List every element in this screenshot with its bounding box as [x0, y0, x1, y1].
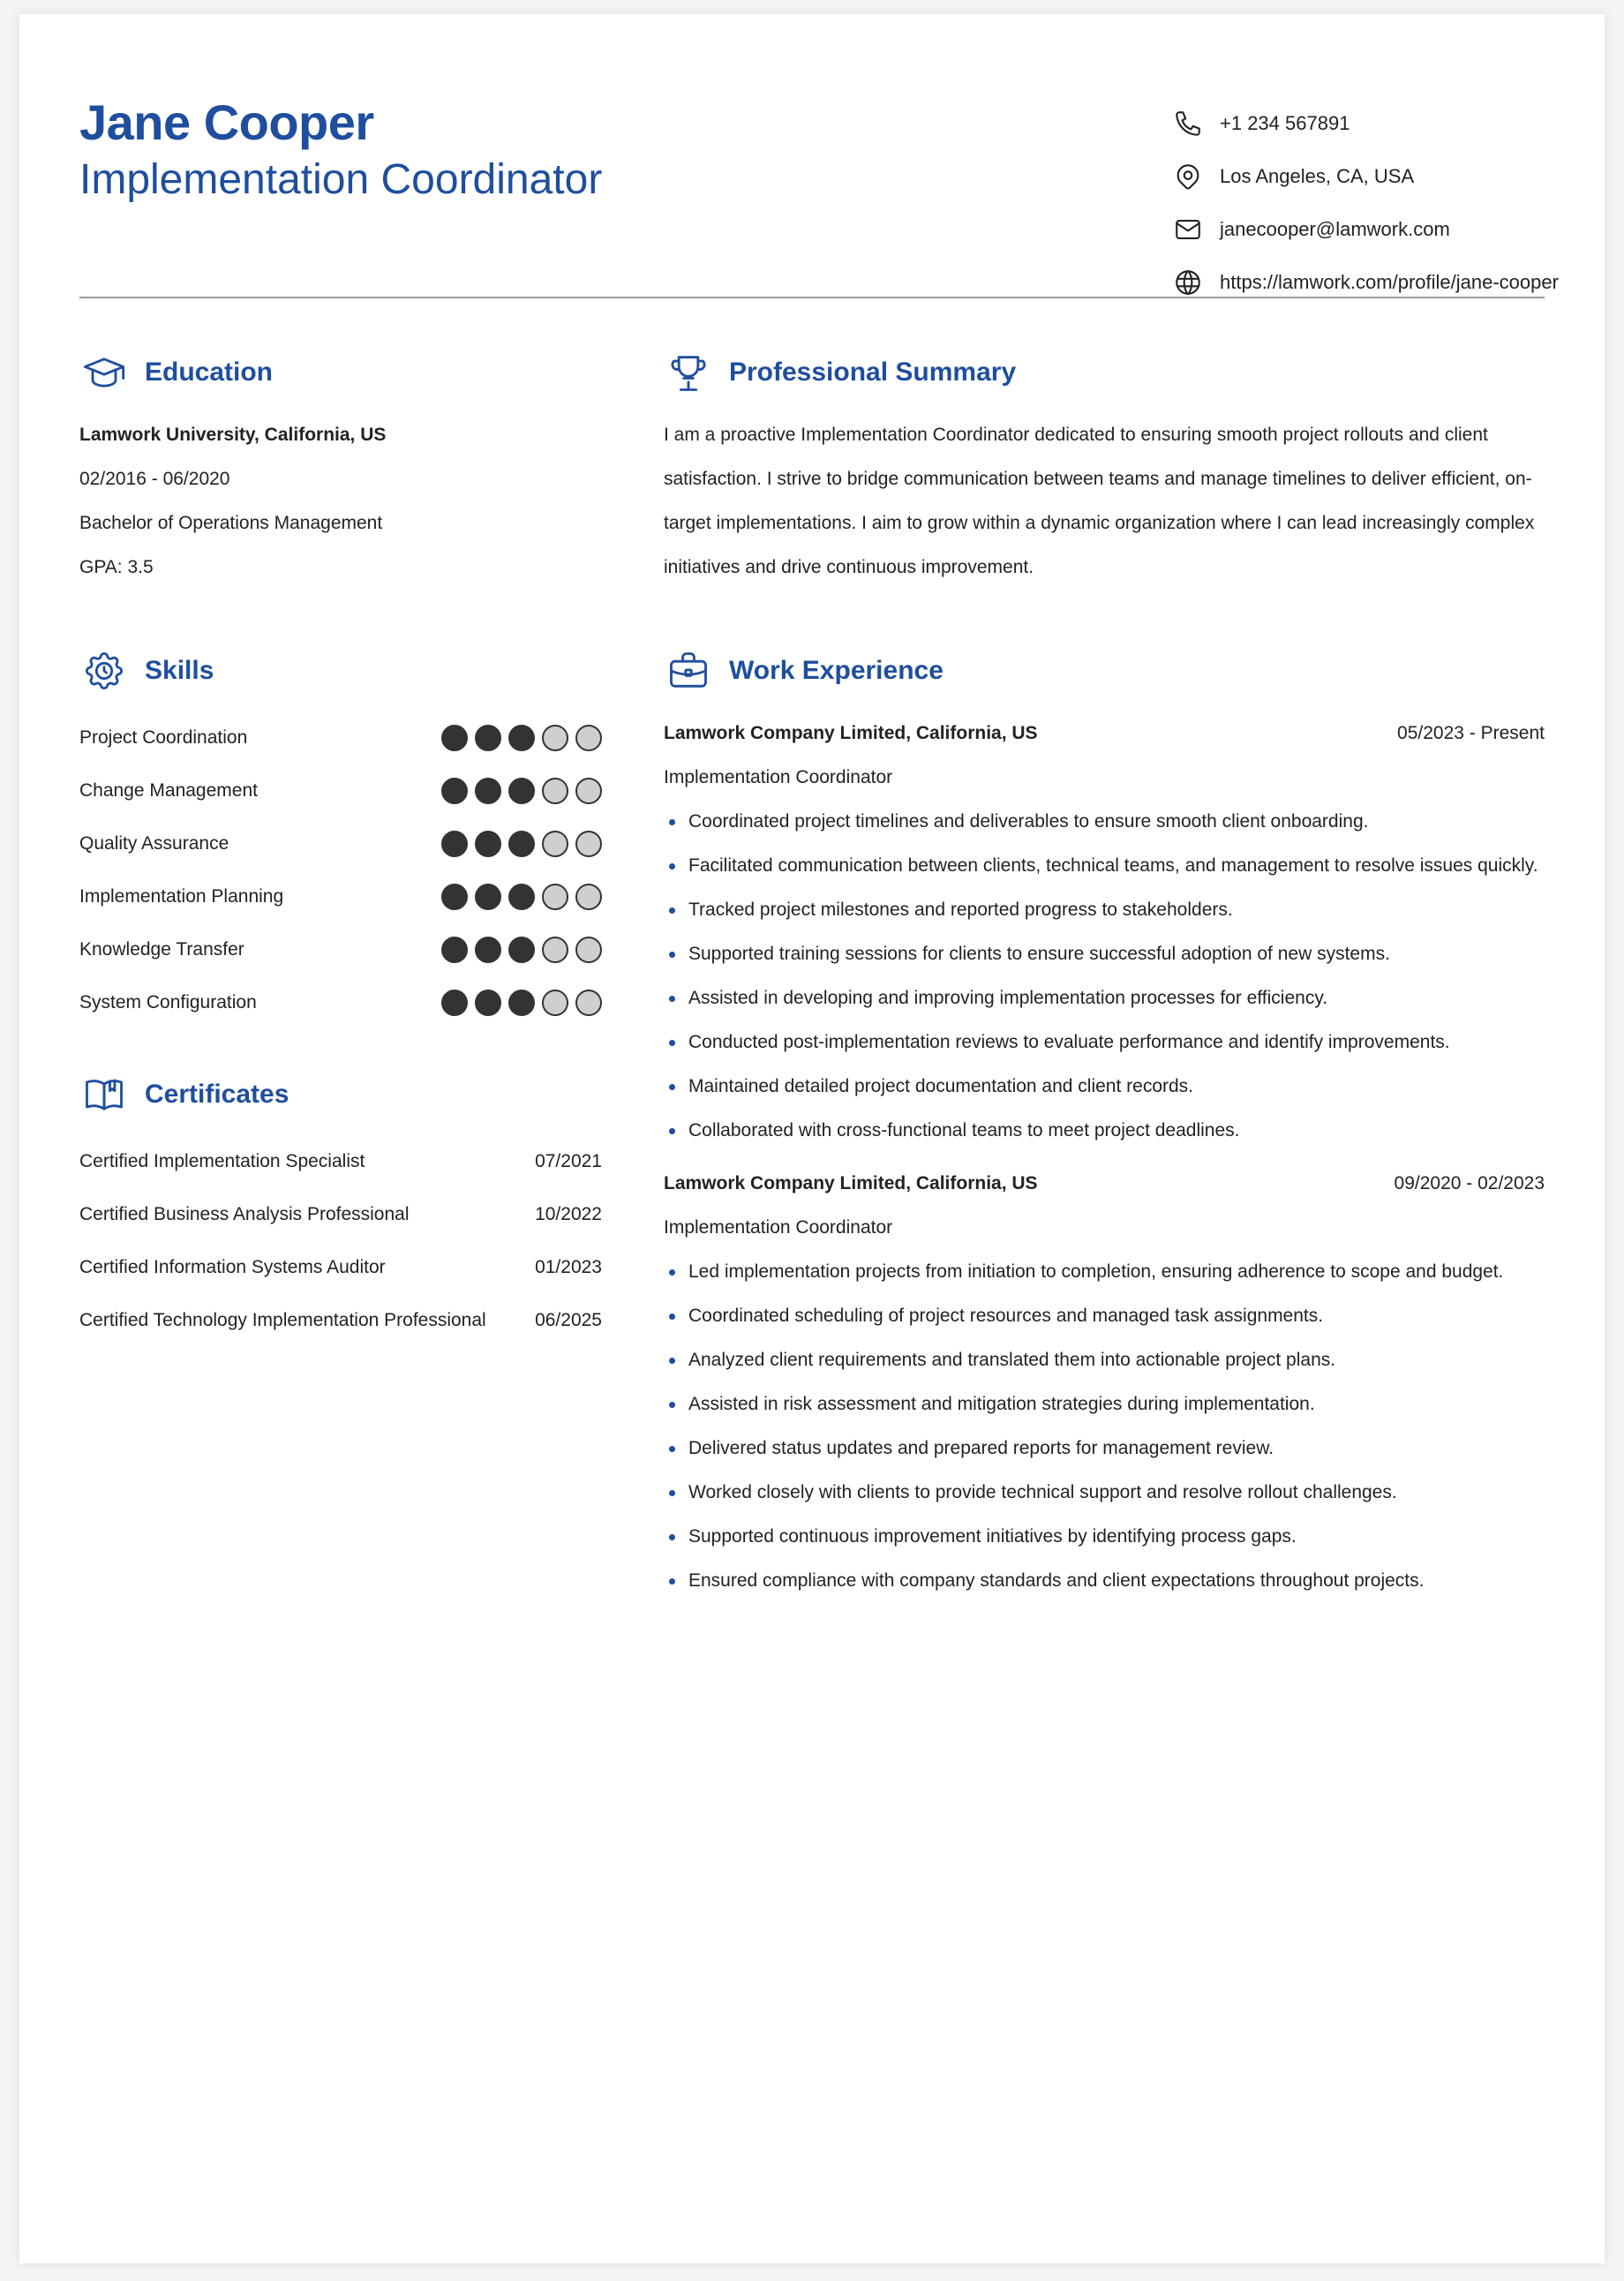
skill-name: Change Management [79, 780, 258, 801]
contact-website-link[interactable]: https://lamwork.com/profile/jane-cooper [1220, 271, 1559, 293]
job-bullet: Assisted in developing and improving implementation processes for efficiency. [664, 976, 1545, 1020]
rating-dot-empty [542, 990, 568, 1016]
summary-heading [664, 348, 1545, 397]
rating-dot-filled [475, 884, 501, 910]
contact-list [1170, 104, 1559, 316]
phone-icon [1170, 106, 1206, 141]
rating-dot-filled [475, 725, 501, 751]
contact-location-text: Los Angeles, CA, USA [1220, 165, 1415, 187]
rating-dot-empty [575, 990, 602, 1016]
rating-dot-empty [542, 831, 568, 857]
rating-dot-empty [542, 778, 568, 804]
job-bullet: Analyzed client requirements and translated them into actionable project plans. [664, 1338, 1545, 1382]
rating-dot-filled [475, 937, 501, 963]
certificates-title: Certificates [145, 1080, 289, 1109]
skill-name: Quality Assurance [79, 833, 229, 854]
education-dates: 02/2016 - 06/2020 [79, 469, 230, 489]
skills-title: Skills [145, 656, 214, 685]
skills-list [79, 711, 627, 1029]
education-section [79, 348, 627, 590]
job-bullet: Worked closely with clients to provide technical support and resolve rollout challenges. [664, 1471, 1545, 1515]
skill-rating [441, 778, 602, 804]
job-dates: 05/2023 - Present [1397, 723, 1545, 743]
skill-rating [441, 831, 602, 857]
certificate-name: Certified Implementation Specialist [79, 1151, 365, 1171]
job-dates: 09/2020 - 02/2023 [1394, 1173, 1545, 1193]
rating-dot-filled [508, 990, 535, 1016]
certificate-name: Certified Technology Implementation Professional [79, 1310, 486, 1330]
contact-phone [1170, 104, 1559, 143]
job-bullets [664, 1250, 1545, 1603]
summary-title: Professional Summary [729, 358, 1017, 387]
rating-dot-empty [575, 831, 602, 857]
rating-dot-empty [542, 884, 568, 910]
gear-clock-icon [79, 646, 129, 696]
skill-name: Implementation Planning [79, 886, 284, 907]
certificates-section [79, 1070, 627, 1347]
certificate-date: 07/2021 [535, 1151, 602, 1171]
contact-email-link[interactable]: janecooper@lamwork.com [1220, 218, 1450, 240]
rating-dot-empty [542, 937, 568, 963]
job-bullet: Delivered status updates and prepared reports for management review. [664, 1427, 1545, 1471]
envelope-icon [1170, 212, 1206, 247]
skill-name: Project Coordination [79, 727, 248, 748]
briefcase-icon [664, 646, 713, 696]
rating-dot-filled [475, 990, 501, 1016]
rating-dot-filled [475, 778, 501, 804]
rating-dot-empty [542, 725, 568, 751]
job-entry [664, 711, 1545, 1153]
certificates-list [79, 1135, 627, 1347]
job-bullet: Collaborated with cross-functional teams to meet project deadlines. [664, 1109, 1545, 1153]
rating-dot-filled [441, 884, 468, 910]
skill-name: System Configuration [79, 992, 257, 1013]
skill-rating [441, 725, 602, 751]
resume-page [19, 14, 1605, 2263]
certificate-row [79, 1188, 602, 1241]
rating-dot-filled [441, 725, 468, 751]
contact-email [1170, 210, 1559, 249]
job-header [664, 1162, 1545, 1206]
job-position: Implementation Coordinator [664, 767, 893, 787]
resume-header [79, 78, 1559, 311]
rating-dot-filled [441, 990, 468, 1016]
certificate-row [79, 1135, 602, 1188]
summary-section [664, 348, 1545, 590]
skill-row [79, 976, 602, 1029]
contact-location [1170, 157, 1559, 196]
education-gpa: GPA: 3.5 [79, 557, 154, 577]
job-header [664, 711, 1545, 756]
job-bullet: Maintained detailed project documentation and client records. [664, 1065, 1545, 1109]
job-entry [664, 1162, 1545, 1603]
skill-row [79, 923, 602, 976]
skill-row [79, 764, 602, 817]
left-column [79, 348, 627, 1347]
job-bullet: Supported continuous improvement initiatives by identifying process gaps. [664, 1515, 1545, 1559]
certificates-heading [79, 1070, 627, 1119]
education-degree: Bachelor of Operations Management [79, 513, 383, 533]
job-bullet: Assisted in risk assessment and mitigation strategies during implementation. [664, 1382, 1545, 1427]
job-bullet: Supported training sessions for clients to ensure successful adoption of new systems. [664, 932, 1545, 976]
header-divider [79, 297, 1545, 298]
rating-dot-filled [508, 884, 535, 910]
rating-dot-filled [508, 937, 535, 963]
location-pin-icon [1170, 159, 1206, 194]
certificate-date: 01/2023 [535, 1257, 602, 1277]
experience-title: Work Experience [729, 656, 944, 685]
rating-dot-filled [441, 778, 468, 804]
experience-section [664, 646, 1545, 1603]
summary-text: I am a proactive Implementation Coordinator dedicated to ensuring smooth project rollouts and client satisfaction. I strive to bridge communication between teams and manage timelines to deliver efficient, on-target implementations. I aim to grow within a dynamic organization where I can lead increasingly complex initiatives and drive continuous improvement. [664, 425, 1535, 577]
job-bullet: Facilitated communication between clients, technical teams, and management to resolve issues quickly. [664, 844, 1545, 888]
right-column [664, 348, 1545, 1612]
rating-dot-filled [441, 937, 468, 963]
skill-row [79, 817, 602, 870]
skill-row [79, 711, 602, 764]
candidate-name: Jane Cooper [79, 94, 374, 150]
job-bullet: Coordinated scheduling of project resources and managed task assignments. [664, 1294, 1545, 1338]
skill-name: Knowledge Transfer [79, 939, 244, 960]
job-company: Lamwork Company Limited, California, US [664, 1173, 1038, 1193]
certificate-row [79, 1241, 602, 1294]
rating-dot-filled [441, 831, 468, 857]
rating-dot-empty [575, 884, 602, 910]
job-bullet: Led implementation projects from initiation to completion, ensuring adherence to scope and budget. [664, 1250, 1545, 1294]
rating-dot-filled [508, 831, 535, 857]
certificate-date: 06/2025 [535, 1310, 602, 1330]
job-bullet: Ensured compliance with company standards and client expectations throughout projects. [664, 1559, 1545, 1603]
rating-dot-empty [575, 725, 602, 751]
job-position: Implementation Coordinator [664, 1217, 893, 1238]
rating-dot-empty [575, 778, 602, 804]
skill-rating [441, 937, 602, 963]
job-bullet: Tracked project milestones and reported progress to stakeholders. [664, 888, 1545, 932]
certificate-name: Certified Information Systems Auditor [79, 1257, 386, 1277]
trophy-icon [664, 348, 713, 397]
rating-dot-empty [575, 937, 602, 963]
certificate-row [79, 1294, 602, 1347]
education-heading [79, 348, 627, 397]
contact-phone-text: +1 234 567891 [1220, 112, 1350, 134]
skill-row [79, 870, 602, 923]
skill-rating [441, 884, 602, 910]
education-school: Lamwork University, California, US [79, 425, 387, 445]
skills-heading [79, 646, 627, 696]
graduation-cap-icon [79, 348, 129, 397]
job-company: Lamwork Company Limited, California, US [664, 723, 1038, 743]
experience-heading [664, 646, 1545, 696]
candidate-role: Implementation Coordinator [79, 156, 603, 203]
jobs-list [664, 711, 1545, 1603]
certificate-name: Certified Business Analysis Professional [79, 1204, 410, 1224]
rating-dot-filled [508, 725, 535, 751]
rating-dot-filled [475, 831, 501, 857]
skills-section [79, 646, 627, 1029]
globe-icon [1170, 265, 1206, 300]
open-book-icon [79, 1070, 129, 1119]
rating-dot-filled [508, 778, 535, 804]
certificate-date: 10/2022 [535, 1204, 602, 1224]
job-bullets [664, 800, 1545, 1153]
skill-rating [441, 990, 602, 1016]
education-title: Education [145, 358, 274, 387]
job-bullet: Coordinated project timelines and deliverables to ensure smooth client onboarding. [664, 800, 1545, 844]
job-bullet: Conducted post-implementation reviews to evaluate performance and identify improvements. [664, 1020, 1545, 1065]
